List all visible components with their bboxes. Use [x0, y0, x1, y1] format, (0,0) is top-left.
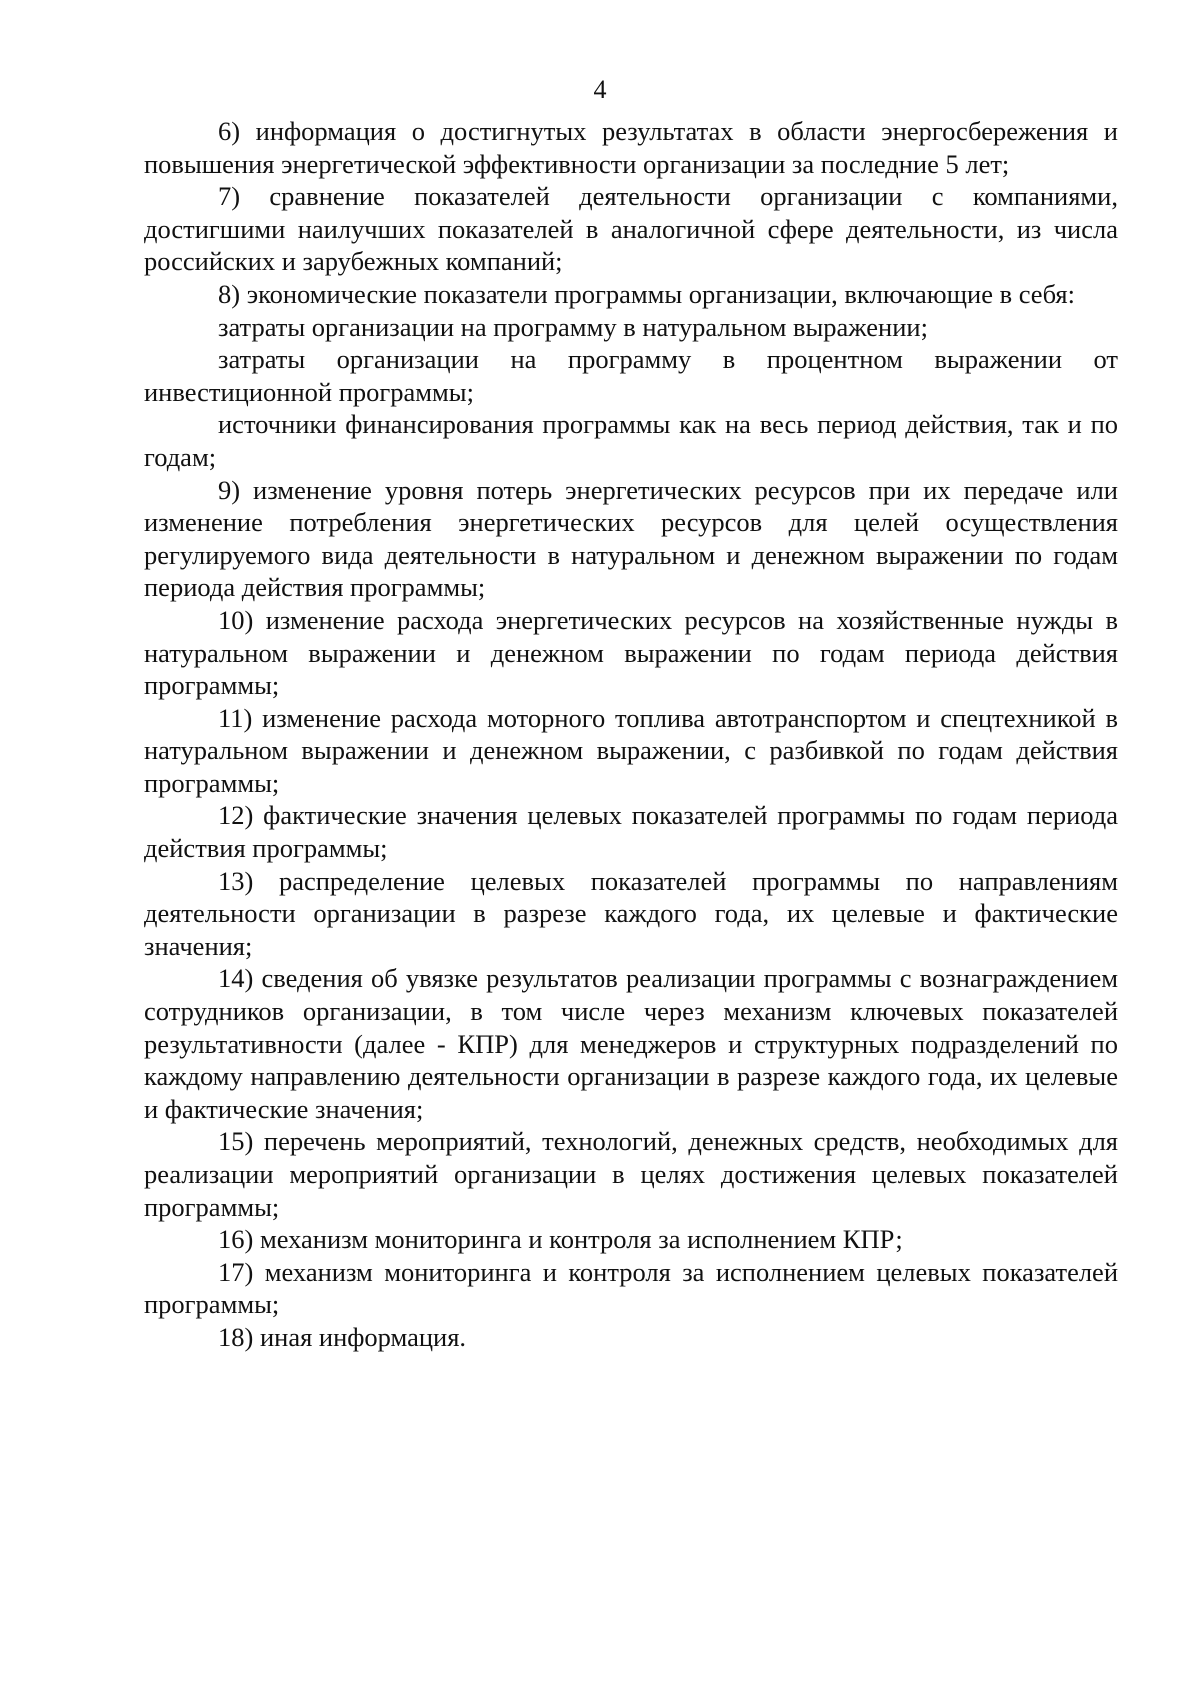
list-item-14: 14) сведения об увязке результатов реализации программы с вознаграждением сотрудников организации, в том числе через механизм ключевых показателей результативности (далее - КПР) для менеджеров и структурных подразделений по каждому направлению деятельности организации в разрезе каждого года, их целевые и фактические значения;	[144, 963, 1118, 1124]
list-item-11: 11) изменение расхода моторного топлива автотранспортом и спецтехникой в натуральном выражении и денежном выражении, с разбивкой по годам действия программы;	[144, 702, 1118, 798]
list-item-12: 12) фактические значения целевых показателей программы по годам периода действия программы;	[144, 800, 1118, 864]
list-item-6: 6) информация о достигнутых результатах в области энергосбережения и повышения энергетической эффективности организации за последние 5 лет;	[144, 116, 1118, 179]
page-number: 4	[593, 75, 607, 104]
list-item-9: 9) изменение уровня потерь энергетических ресурсов при их передаче или изменение потребления энергетических ресурсов для целей осуществления регулируемого вида деятельности в натуральном и денежном выражении по годам периода действия программы;	[144, 474, 1118, 603]
sub-item-natural-costs: затраты организации на программу в натуральном выражении;	[218, 311, 928, 342]
list-item-10: 10) изменение расхода энергетических ресурсов на хозяйственные нужды в натуральном выражении и денежном выражении по годам периода действия программы;	[144, 604, 1118, 701]
list-item-17: 17) механизм мониторинга и контроля за исполнением целевых показателей программы;	[144, 1256, 1118, 1320]
sub-item-financing-sources: источники финансирования программы как на весь период действия, так и по годам;	[144, 409, 1118, 472]
list-item-15: 15) перечень мероприятий, технологий, денежных средств, необходимых для реализации мероприятий организации в целях достижения целевых показателей программы;	[144, 1126, 1118, 1222]
list-item-7: 7) сравнение показателей деятельности организации с компаниями, достигшими наилучших показателей в аналогичной сфере деятельности, из числа российских и зарубежных компаний;	[144, 181, 1118, 277]
list-item-13: 13) распределение целевых показателей программы по направлениям деятельности организации в разрезе каждого года, их целевые и фактические значения;	[144, 865, 1118, 961]
list-item-18: 18) иная информация.	[218, 1321, 467, 1352]
sub-item-percent-costs: затраты организации на программу в процентном выражении от инвестиционной программы;	[144, 344, 1118, 407]
document-body	[144, 115, 1118, 1354]
list-item-16: 16) механизм мониторинга и контроля за исполнением КПР;	[218, 1224, 903, 1255]
list-item-8: 8) экономические показатели программы организации, включающие в себя:	[218, 278, 1075, 309]
